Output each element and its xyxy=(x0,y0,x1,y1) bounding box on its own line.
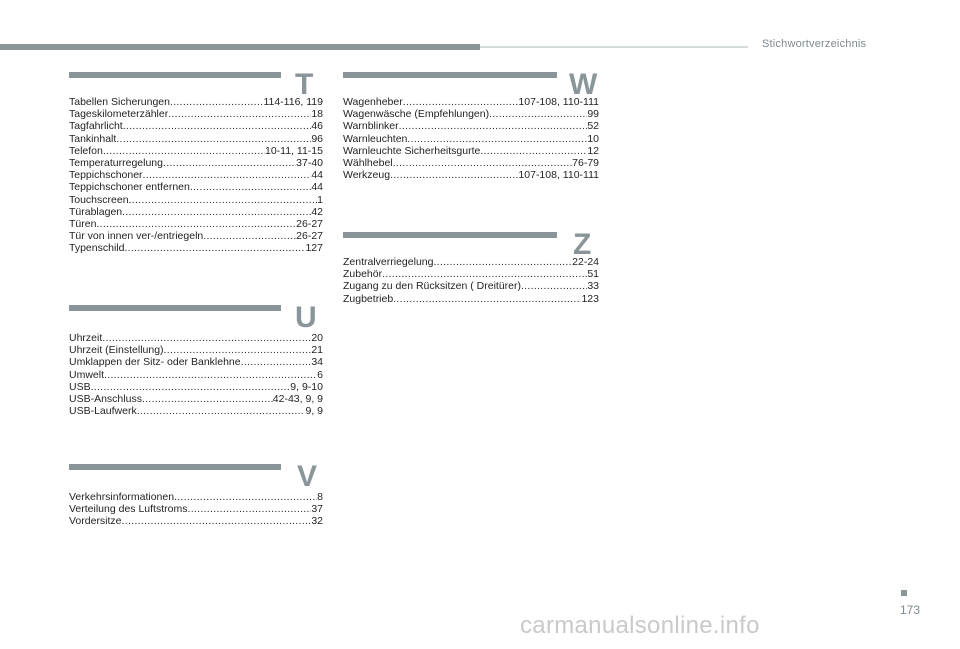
entry-label: Türablagen xyxy=(69,205,123,218)
section-letter: V xyxy=(297,460,318,493)
index-list xyxy=(69,332,323,417)
entry-leader-dots xyxy=(124,242,305,254)
entry-leader-dots xyxy=(521,280,587,292)
entry-label: USB xyxy=(69,380,91,393)
entry-leader-dots xyxy=(399,120,588,132)
index-list xyxy=(343,256,599,305)
section-divider xyxy=(343,72,557,78)
entry-label: Umklappen der Sitz- oder Banklehne xyxy=(69,356,241,369)
entry-leader-dots xyxy=(96,218,296,230)
entry-page-ref: 107-108, 110-111 xyxy=(518,169,599,182)
entry-leader-dots xyxy=(480,145,587,157)
index-entry xyxy=(343,120,599,132)
entry-page-ref: 76-79 xyxy=(572,157,599,170)
index-entry xyxy=(69,157,323,169)
index-entry xyxy=(343,293,599,305)
entry-label: Verkehrsinformationen xyxy=(69,491,175,503)
section-divider xyxy=(69,72,281,78)
section-divider xyxy=(343,232,557,238)
index-entry xyxy=(343,280,599,292)
entry-label: Tür von innen ver-/entriegeln xyxy=(69,230,204,243)
entry-page-ref: 44 xyxy=(311,169,323,182)
index-entry xyxy=(343,96,599,108)
entry-page-ref: 52 xyxy=(587,120,599,133)
entry-label: Wählhebel xyxy=(343,157,393,170)
index-entry xyxy=(69,108,323,120)
entry-label: Uhrzeit xyxy=(69,332,103,344)
entry-page-ref: 42-43, 9, 9 xyxy=(272,393,323,406)
entry-label: Warnleuchte Sicherheitsgurte xyxy=(343,144,481,157)
entry-leader-dots xyxy=(104,369,317,381)
index-entry xyxy=(69,218,323,230)
index-list xyxy=(343,96,599,181)
entry-label: Temperaturregelung xyxy=(69,157,163,170)
entry-leader-dots xyxy=(203,230,296,242)
entry-label: Türen xyxy=(69,218,97,231)
entry-leader-dots xyxy=(489,108,587,120)
index-list xyxy=(69,491,323,528)
entry-label: Wagenwäsche (Empfehlungen) xyxy=(343,108,490,121)
index-entry xyxy=(69,145,323,157)
entry-leader-dots xyxy=(168,108,311,120)
index-entry xyxy=(343,256,599,268)
watermark: carmanualsonline.info xyxy=(520,612,760,639)
entry-leader-dots xyxy=(103,145,265,157)
section-letter: W xyxy=(569,68,598,101)
index-entry xyxy=(69,133,323,145)
index-entry xyxy=(69,393,323,405)
index-entry xyxy=(69,491,323,503)
index-entry xyxy=(69,332,323,344)
entry-page-ref: 8 xyxy=(317,491,323,503)
entry-leader-dots xyxy=(403,96,519,108)
entry-label: Touchscreen xyxy=(69,193,129,206)
entry-page-ref: 33 xyxy=(587,280,599,293)
entry-leader-dots xyxy=(129,194,318,206)
index-entry xyxy=(69,206,323,218)
entry-label: Verteilung des Luftstroms xyxy=(69,503,188,516)
entry-page-ref: 12 xyxy=(587,144,599,157)
index-entry xyxy=(69,503,323,515)
entry-page-ref: 51 xyxy=(587,268,599,281)
entry-leader-dots xyxy=(382,268,587,280)
entry-label: Uhrzeit (Einstellung) xyxy=(69,344,164,357)
entry-page-ref: 44 xyxy=(311,181,323,194)
entry-label: Teppichschoner entfernen xyxy=(69,181,190,194)
entry-leader-dots xyxy=(137,405,306,417)
entry-label: Umwelt xyxy=(69,368,105,381)
entry-label: Vordersitze xyxy=(69,515,122,528)
index-entry xyxy=(69,181,323,193)
entry-page-ref: 123 xyxy=(581,292,599,305)
entry-page-ref: 46 xyxy=(311,120,323,133)
section-divider xyxy=(69,464,281,470)
header-bar xyxy=(0,44,480,50)
index-entry xyxy=(69,120,323,132)
entry-label: Tabellen Sicherungen xyxy=(69,96,170,108)
entry-page-ref: 26-27 xyxy=(296,218,323,231)
entry-label: USB-Anschluss xyxy=(69,393,142,406)
entry-label: Tankinhalt xyxy=(69,132,117,145)
entry-leader-dots xyxy=(433,256,572,268)
entry-page-ref: 37-40 xyxy=(296,157,323,170)
index-entry xyxy=(69,344,323,356)
index-entry xyxy=(343,169,599,181)
section-divider xyxy=(69,305,281,311)
entry-page-ref: 114-116, 119 xyxy=(263,96,323,108)
entry-leader-dots xyxy=(170,96,263,108)
page-title: Stichwortverzeichnis xyxy=(762,38,867,50)
section-letter: Z xyxy=(573,228,592,261)
header-bar-light xyxy=(480,46,748,48)
entry-label: Werkzeug xyxy=(343,169,391,182)
index-entry xyxy=(69,194,323,206)
entry-label: Warnleuchten xyxy=(343,132,408,145)
entry-leader-dots xyxy=(142,393,273,405)
entry-label: Tageskilometerzähler xyxy=(69,108,169,121)
entry-page-ref: 127 xyxy=(305,242,323,255)
index-entry xyxy=(343,108,599,120)
entry-page-ref: 107-108, 110-111 xyxy=(518,96,599,108)
entry-page-ref: 32 xyxy=(311,515,323,528)
index-entry xyxy=(343,157,599,169)
entry-page-ref: 34 xyxy=(311,356,323,369)
entry-page-ref: 21 xyxy=(311,344,323,357)
index-entry xyxy=(343,268,599,280)
entry-page-ref: 26-27 xyxy=(296,230,323,243)
index-entry xyxy=(343,145,599,157)
entry-leader-dots xyxy=(143,169,312,181)
entry-leader-dots xyxy=(390,169,518,181)
entry-leader-dots xyxy=(174,491,317,503)
entry-label: Typenschild xyxy=(69,242,125,255)
entry-page-ref: 6 xyxy=(317,368,323,381)
index-entry xyxy=(69,230,323,242)
index-entry xyxy=(69,169,323,181)
page-marker xyxy=(901,590,907,596)
entry-label: Zubehör xyxy=(343,268,383,281)
entry-page-ref: 96 xyxy=(311,132,323,145)
entry-leader-dots xyxy=(393,293,581,305)
section-letter: T xyxy=(295,68,314,101)
entry-label: Zugbetrieb xyxy=(343,292,394,305)
entry-label: Teppichschoner xyxy=(69,169,143,182)
index-entry xyxy=(343,133,599,145)
entry-label: Warnblinker xyxy=(343,120,399,133)
page-number: 173 xyxy=(900,603,921,617)
entry-leader-dots xyxy=(187,503,311,515)
entry-label: Telefon xyxy=(69,144,103,157)
entry-page-ref: 42 xyxy=(311,205,323,218)
entry-leader-dots xyxy=(123,120,312,132)
entry-leader-dots xyxy=(241,356,312,368)
entry-page-ref: 37 xyxy=(311,503,323,516)
section-letter: U xyxy=(295,301,317,334)
index-entry xyxy=(69,369,323,381)
entry-page-ref: 20 xyxy=(311,332,323,344)
entry-page-ref: 9, 9 xyxy=(305,405,323,418)
index-entry xyxy=(69,515,323,527)
index-entry xyxy=(69,96,323,108)
entry-page-ref: 10-11, 11-15 xyxy=(265,144,323,157)
entry-page-ref: 9, 9-10 xyxy=(290,380,323,393)
index-entry xyxy=(69,405,323,417)
entry-label: USB-Laufwerk xyxy=(69,405,137,418)
entry-leader-dots xyxy=(407,133,587,145)
entry-leader-dots xyxy=(122,206,311,218)
index-entry xyxy=(69,242,323,254)
entry-leader-dots xyxy=(164,344,312,356)
entry-leader-dots xyxy=(190,181,311,193)
entry-label: Tagfahrlicht xyxy=(69,120,123,133)
index-list xyxy=(69,96,323,255)
entry-page-ref: 18 xyxy=(311,108,323,121)
entry-label: Wagenheber xyxy=(343,96,403,108)
entry-label: Zugang zu den Rücksitzen ( Dreitürer) xyxy=(343,280,521,293)
index-entry xyxy=(69,381,323,393)
entry-leader-dots xyxy=(163,157,296,169)
entry-leader-dots xyxy=(122,515,312,527)
entry-page-ref: 10 xyxy=(587,132,599,145)
entry-leader-dots xyxy=(116,133,311,145)
entry-label: Zentralverriegelung xyxy=(343,256,434,268)
entry-leader-dots xyxy=(393,157,573,169)
entry-page-ref: 1 xyxy=(317,193,323,206)
entry-page-ref: 22-24 xyxy=(572,256,599,268)
index-entry xyxy=(69,356,323,368)
entry-page-ref: 99 xyxy=(587,108,599,121)
entry-leader-dots xyxy=(102,332,311,344)
entry-leader-dots xyxy=(91,381,291,393)
